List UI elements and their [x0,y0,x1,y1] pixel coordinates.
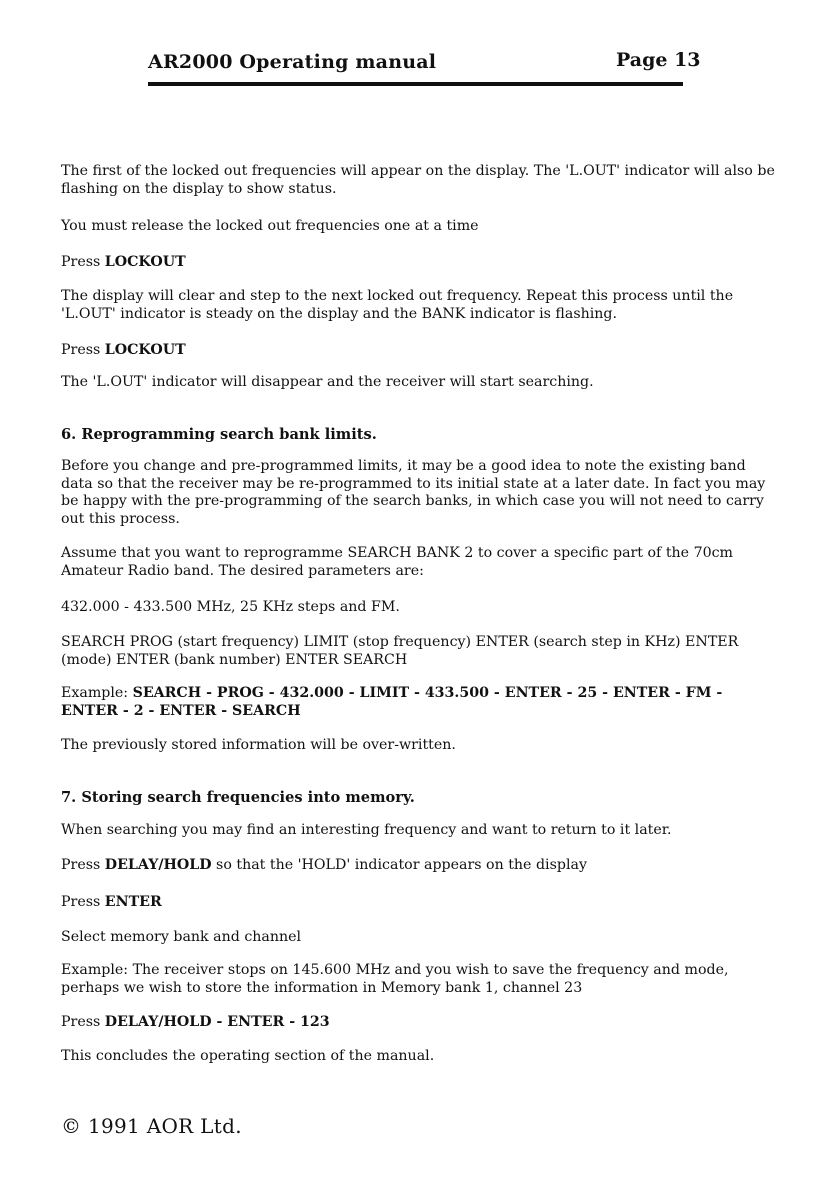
copyright-footer: © 1991 AOR Ltd. [61,1114,242,1138]
instruction-press-lockout-1: Press LOCKOUT [61,254,186,270]
key-lockout: LOCKOUT [104,342,186,358]
key-lockout: LOCKOUT [104,254,186,270]
instruction-press-enter: Press ENTER [61,894,162,910]
document-title: AR2000 Operating manual [148,51,437,73]
paragraph-memory-example: Example: The receiver stops on 145.600 MHz and you wish to save the frequency and mode, perhaps we wish to store the information in Memory bank 1, channel 23 [61,962,729,996]
paragraph-parameters: 432.000 - 433.500 MHz, 25 KHz steps and FM. [61,599,400,615]
instruction-press-delay-hold: Press DELAY/HOLD so that the 'HOLD' indicator appears on the display [61,857,587,873]
paragraph-assume-reprogramme: Assume that you want to reprogramme SEARCH BANK 2 to cover a specific part of the 70cm Amateur Radio band. The desired parameters are: [61,545,734,579]
paragraph-search-example: Example: SEARCH - PROG - 432.000 - LIMIT - 433.500 - ENTER - 25 - ENTER - FM - ENTER - 2 - ENTER - SEARCH [61,685,723,719]
paragraph-lout-disappear: The 'L.OUT' indicator will disappear and the receiver will start searching. [61,374,594,390]
key-enter: ENTER [104,894,162,910]
paragraph-concludes: This concludes the operating section of the manual. [61,1048,435,1064]
paragraph-select-memory: Select memory bank and channel [61,929,302,945]
instruction-press-sequence: Press DELAY/HOLD - ENTER - 123 [61,1014,330,1030]
section-heading-storing: 7. Storing search frequencies into memory. [61,789,415,806]
paragraph-overwritten: The previously stored information will be over-written. [61,737,456,753]
section-heading-reprogramming: 6. Reprogramming search bank limits. [61,426,377,443]
paragraph-lockout-display: The first of the locked out frequencies will appear on the display. The 'L.OUT' indicator will also be flashing on the display to show status. [61,163,775,197]
key-sequence: SEARCH - PROG - 432.000 - LIMIT - 433.500 - ENTER - 25 - ENTER - FM - ENTER - 2 - ENTER - SEARCH [61,685,723,719]
paragraph-release-one-at-a-time: You must release the locked out frequencies one at a time [61,218,479,234]
instruction-press-lockout-2: Press LOCKOUT [61,342,186,358]
paragraph-before-change: Before you change and pre-programmed limits, it may be a good idea to note the existing band data so that the receiver may be re-programmed to its initial state at a later date. In fact you may be happy with the pre-programming of the search banks, in which case you will not need to carry out this process. [61,458,766,527]
paragraph-when-searching: When searching you may find an interesting frequency and want to return to it later. [61,822,672,838]
key-delay-hold: DELAY/HOLD [104,857,212,873]
key-sequence: DELAY/HOLD - ENTER - 123 [104,1014,330,1030]
paragraph-search-prog-syntax: SEARCH PROG (start frequency) LIMIT (stop frequency) ENTER (search step in KHz) ENTER (mode) ENTER (bank number) ENTER SEARCH [61,634,739,668]
paragraph-display-clear: The display will clear and step to the next locked out frequency. Repeat this process until the 'L.OUT' indicator is steady on the display and the BANK indicator is flashing. [61,288,734,322]
page-number: Page 13 [616,49,701,71]
header-divider [148,82,683,86]
